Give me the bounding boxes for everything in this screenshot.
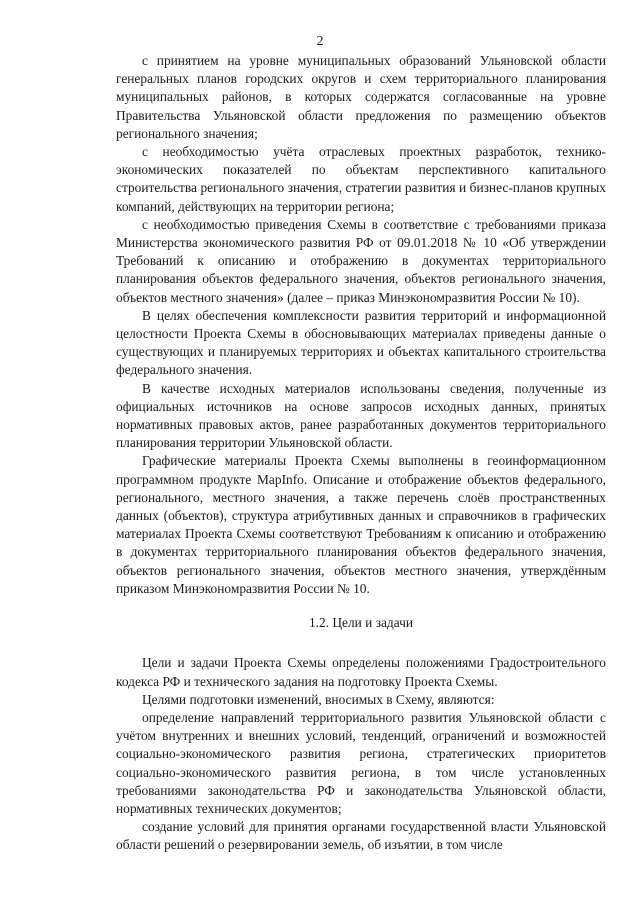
- document-body: [116, 52, 606, 855]
- paragraph: В качестве исходных материалов использованы сведения, полученные из официальных источников на основе запросов исходных данных, принятых нормативных правовых актов, ранее разработанных документов территориального планирования территории Ульяновской области.: [116, 380, 606, 451]
- paragraph: Целями подготовки изменений, вносимых в Схему, являются:: [142, 691, 495, 707]
- paragraph: с необходимостью приведения Схемы в соответствие с требованиями приказа Министерства экономического развития РФ от 09.01.2018 № 10 «Об утверждении Требований к описанию и отображению в документах территориального планирования объектов федерального значения, объектов регионального значения, объектов местного значения» (далее – приказ Минэкономразвития России № 10).: [116, 216, 606, 305]
- paragraph: с принятием на уровне муниципальных образований Ульяновской области генеральных планов городских округов и схем территориального планирования муниципальных районов, в которых содержатся согласованные на уровне Правительства Ульяновской области предложения по размещению объектов регионального значения;: [116, 53, 606, 141]
- paragraph: определение направлений территориального развития Ульяновской области с учётом внутренних и внешних условий, тенденций, ограничений и возможностей социально-экономического развития региона, стратегических приоритетов социально-экономического развития региона, в том числе установленных требованиями законодательства РФ и законодательства Ульяновской области, нормативных технических документов;: [116, 709, 606, 816]
- paragraph: Цели и задачи Проекта Схемы определены положениями Градостроительного кодекса РФ и технического задания на подготовку Проекта Схемы.: [116, 655, 606, 689]
- page-number: 2: [316, 34, 324, 49]
- paragraph: В целях обеспечения комплексности развития территорий и информационной целостности Проекта Схемы в обосновывающих материалах приведены данные о существующих и планируемых территориях и объектах капитального строительства федерального значения.: [116, 307, 606, 378]
- paragraph: с необходимостью учёта отраслевых проектных разработок, технико-экономических показателей по объектам перспективного капитального строительства регионального значения, стратегии развития и бизнес-планов крупных компаний, действующих на территории региона;: [116, 144, 606, 214]
- paragraph: Графические материалы Проекта Схемы выполнены в геоинформационном программном продукте MapInfo. Описание и отображение объектов федерального, регионального, местного значения, а также перечень слоёв пространственных данных (объектов), структура атрибутивных данных и справочников в графических материалах Проекта Схемы соответствуют Требованиям к описанию и отображению в документах территориального планирования объектов федерального значения, объектов регионального значения, объектов местного значения, утверждённым приказом Минэкономразвития России № 10.: [116, 453, 606, 596]
- section-heading: 1.2. Цели и задачи: [308, 615, 414, 631]
- paragraph: создание условий для принятия органами государственной власти Ульяновской области решений о резервировании земель, об изъятии, в том числе: [116, 819, 606, 853]
